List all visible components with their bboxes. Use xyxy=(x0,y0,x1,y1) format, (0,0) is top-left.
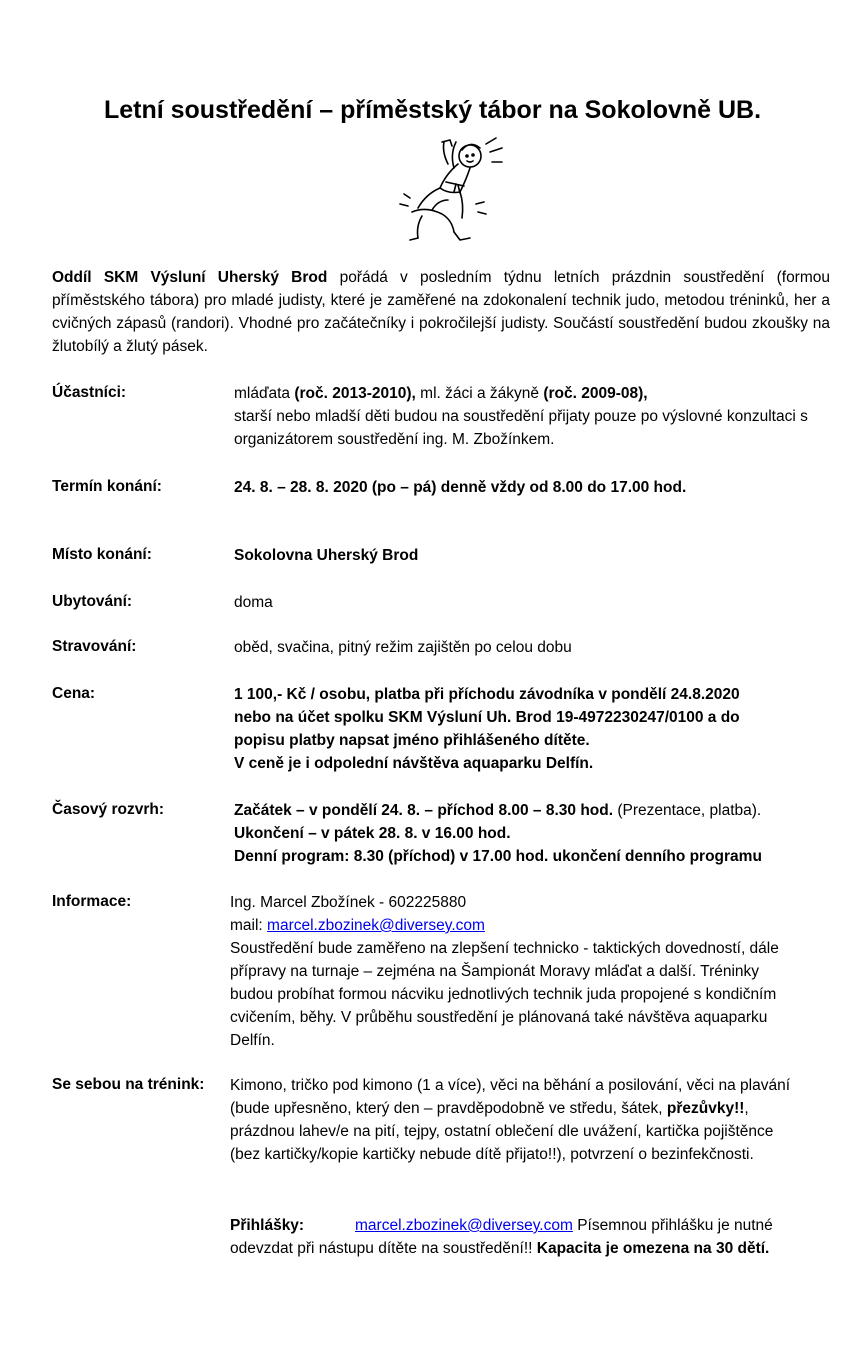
date-label: Termín konání: xyxy=(52,478,162,495)
info-email-link[interactable]: marcel.zbozinek@diversey.com xyxy=(267,917,485,934)
capacity-note: Kapacita je omezena na 30 dětí. xyxy=(536,1240,770,1257)
info-value xyxy=(230,891,805,1052)
participants-years-1: (roč. 2013-2010), xyxy=(294,385,416,402)
schedule-end: Ukončení – v pátek 28. 8. v 16.00 hod. xyxy=(234,825,511,842)
bring-value xyxy=(230,1074,800,1166)
price-label: Cena: xyxy=(52,685,96,702)
venue-label: Místo konání: xyxy=(52,546,152,563)
bring-slippers: přezůvky!! xyxy=(666,1100,745,1117)
registration-text: Písemnou přihlášku je nutné odevzdat při nástupu dítěte na soustředění!! xyxy=(230,1217,773,1257)
judo-throw-illustration-icon xyxy=(392,134,512,244)
date-value: 24. 8. – 28. 8. 2020 (po – pá) denně vždy od 8.00 do 17.00 hod. xyxy=(234,479,687,496)
participants-value xyxy=(234,382,834,451)
price-line-4: V ceně je i odpolední návštěva aquaparku Delfín. xyxy=(234,755,594,772)
registration-label: Přihlášky: xyxy=(230,1217,305,1234)
contact-name-phone: Ing. Marcel Zbožínek - 602225880 xyxy=(230,894,467,911)
meals-value: oběd, svačina, pitný režim zajištěn po celou dobu xyxy=(234,639,572,656)
info-label: Informace: xyxy=(52,893,132,910)
participants-text-2: ml. žáci a žákyně xyxy=(415,385,544,402)
page-title: Letní soustředění – příměstský tábor na Sokolovně UB. xyxy=(103,96,762,124)
bring-label: Se sebou na trénink: xyxy=(52,1076,205,1093)
participants-note: starší nebo mladší děti budou na soustředění přijaty pouze po výslovné konzultaci s organizátorem soustředění ing. M. Zbožínkem. xyxy=(234,408,808,448)
bring-text-1: Kimono, tričko pod kimono (1 a více), věci na běhání a posilování, věci na plavání (bude upřesněno, který den – pravděpodobně ve středu, šátek, xyxy=(230,1077,791,1117)
schedule-daily: Denní program: 8.30 (příchod) v 17.00 hod. ukončení denního programu xyxy=(234,848,762,865)
org-name: Oddíl SKM Výsluní Uherský Brod xyxy=(52,269,328,286)
accommodation-value: doma xyxy=(234,594,273,611)
schedule-value xyxy=(234,799,844,868)
mail-label: mail: xyxy=(230,917,268,934)
registration-block xyxy=(230,1214,835,1260)
price-line-3: popisu platby napsat jméno přihlášeného dítěte. xyxy=(234,732,590,749)
participants-text-1: mláďata xyxy=(234,385,295,402)
venue-value: Sokolovna Uherský Brod xyxy=(234,547,419,564)
schedule-start: Začátek – v pondělí 24. 8. – příchod 8.00 – 8.30 hod. xyxy=(234,802,614,819)
intro-paragraph xyxy=(52,266,830,358)
schedule-start-note: (Prezentace, platba). xyxy=(613,802,762,819)
participants-label: Účastníci: xyxy=(52,384,127,401)
meals-label: Stravování: xyxy=(52,638,137,655)
registration-email-link[interactable]: marcel.zbozinek@diversey.com xyxy=(355,1217,573,1234)
schedule-label: Časový rozvrh: xyxy=(52,801,164,818)
participants-years-2: (roč. 2009-08), xyxy=(543,385,648,402)
info-text: Soustředění bude zaměřeno na zlepšení technicko - taktických dovedností, dále přípravy na turnaje – zejména na Šampionát Moravy mláďat a další. Tréninky budou probíhat formou nácviku jednotlivých technik juda propojené s kondičním cvičením, běhy. V průběhu soustředění je plánovaná také návštěva aquaparku Delfín. xyxy=(230,940,779,1049)
price-line-1: 1 100,- Kč / osobu, platba při příchodu závodníka v pondělí 24.8.2020 xyxy=(234,686,740,703)
price-line-2: nebo na účet spolku SKM Výsluní Uh. Brod 19-4972230247/0100 a do xyxy=(234,709,740,726)
accommodation-label: Ubytování: xyxy=(52,593,133,610)
bring-text-2: , prázdnou lahev/e na pití, tejpy, ostatní oblečení dle uvážení, kartička pojištěnce (bez kartičky/kopie kartičky nebude dítě přijato!!), potvrzení o bezinfekčnosti. xyxy=(230,1100,774,1163)
price-value xyxy=(234,683,834,775)
intro-text: pořádá v posledním týdnu letních prázdnin soustředění (formou příměstského tábora) pro mladé judisty, které je zaměřené na zdokonalení technik judo, metodou tréninků, her a cvičných zápasů (randori). Vhodné pro začátečníky i pokročilejší judisty. Součástí soustředění budou zkoušky na žlutobílý a žlutý pásek. xyxy=(52,269,830,355)
